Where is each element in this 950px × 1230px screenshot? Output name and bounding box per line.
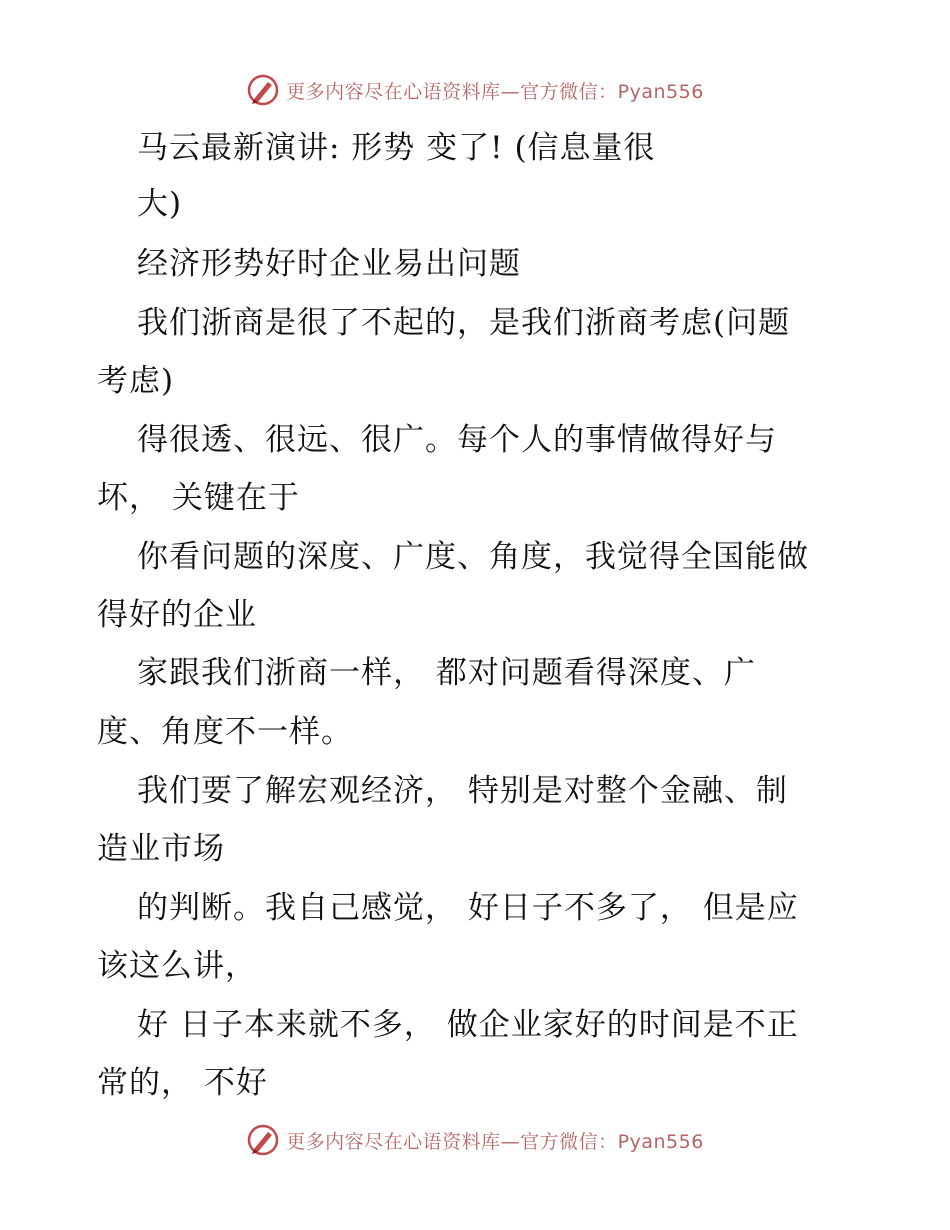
doc-line: 好 日子本来就不多， 做企业家好的时间是不正 bbox=[137, 1007, 799, 1043]
doc-line: 坏， 关键在于 bbox=[97, 480, 300, 516]
doc-line: 我们要了解宏观经济， 特别是对整个金融、制 bbox=[137, 773, 788, 809]
doc-line: 家跟我们浙商一样， 都对问题看得深度、广 bbox=[137, 655, 756, 691]
header-banner-text: 更多内容尽在心语资料库—官方微信：Pyan556 bbox=[286, 80, 704, 103]
doc-line: 马云最新演讲: 形势 变了! (信息量很 bbox=[137, 130, 656, 166]
pen-logo-icon bbox=[246, 73, 280, 107]
doc-line: 得很透、很远、很广。每个人的事情做得好与 bbox=[137, 422, 777, 458]
footer-banner bbox=[0, 1120, 950, 1160]
doc-line: 常的， 不好 bbox=[97, 1065, 268, 1101]
doc-line: 考虑) bbox=[97, 363, 175, 399]
header-banner bbox=[0, 70, 950, 110]
doc-line: 大) bbox=[137, 186, 183, 222]
doc-line: 得好的企业 bbox=[97, 597, 257, 633]
doc-line: 你看问题的深度、广度、角度，我觉得全国能做 bbox=[137, 539, 809, 575]
doc-line: 度、角度不一样。 bbox=[97, 714, 353, 750]
doc-line: 经济形势好时企业易出问题 bbox=[137, 246, 521, 282]
doc-line: 我们浙商是很了不起的，是我们浙商考虑(问题 bbox=[137, 305, 791, 341]
footer-banner-text: 更多内容尽在心语资料库—官方微信：Pyan556 bbox=[286, 1130, 704, 1153]
pen-logo-icon bbox=[246, 1123, 280, 1157]
doc-line: 造业市场 bbox=[97, 831, 225, 867]
doc-line: 该这么讲， bbox=[97, 948, 257, 984]
doc-line: 的判断。我自己感觉， 好日子不多了， 但是应 bbox=[137, 890, 799, 926]
